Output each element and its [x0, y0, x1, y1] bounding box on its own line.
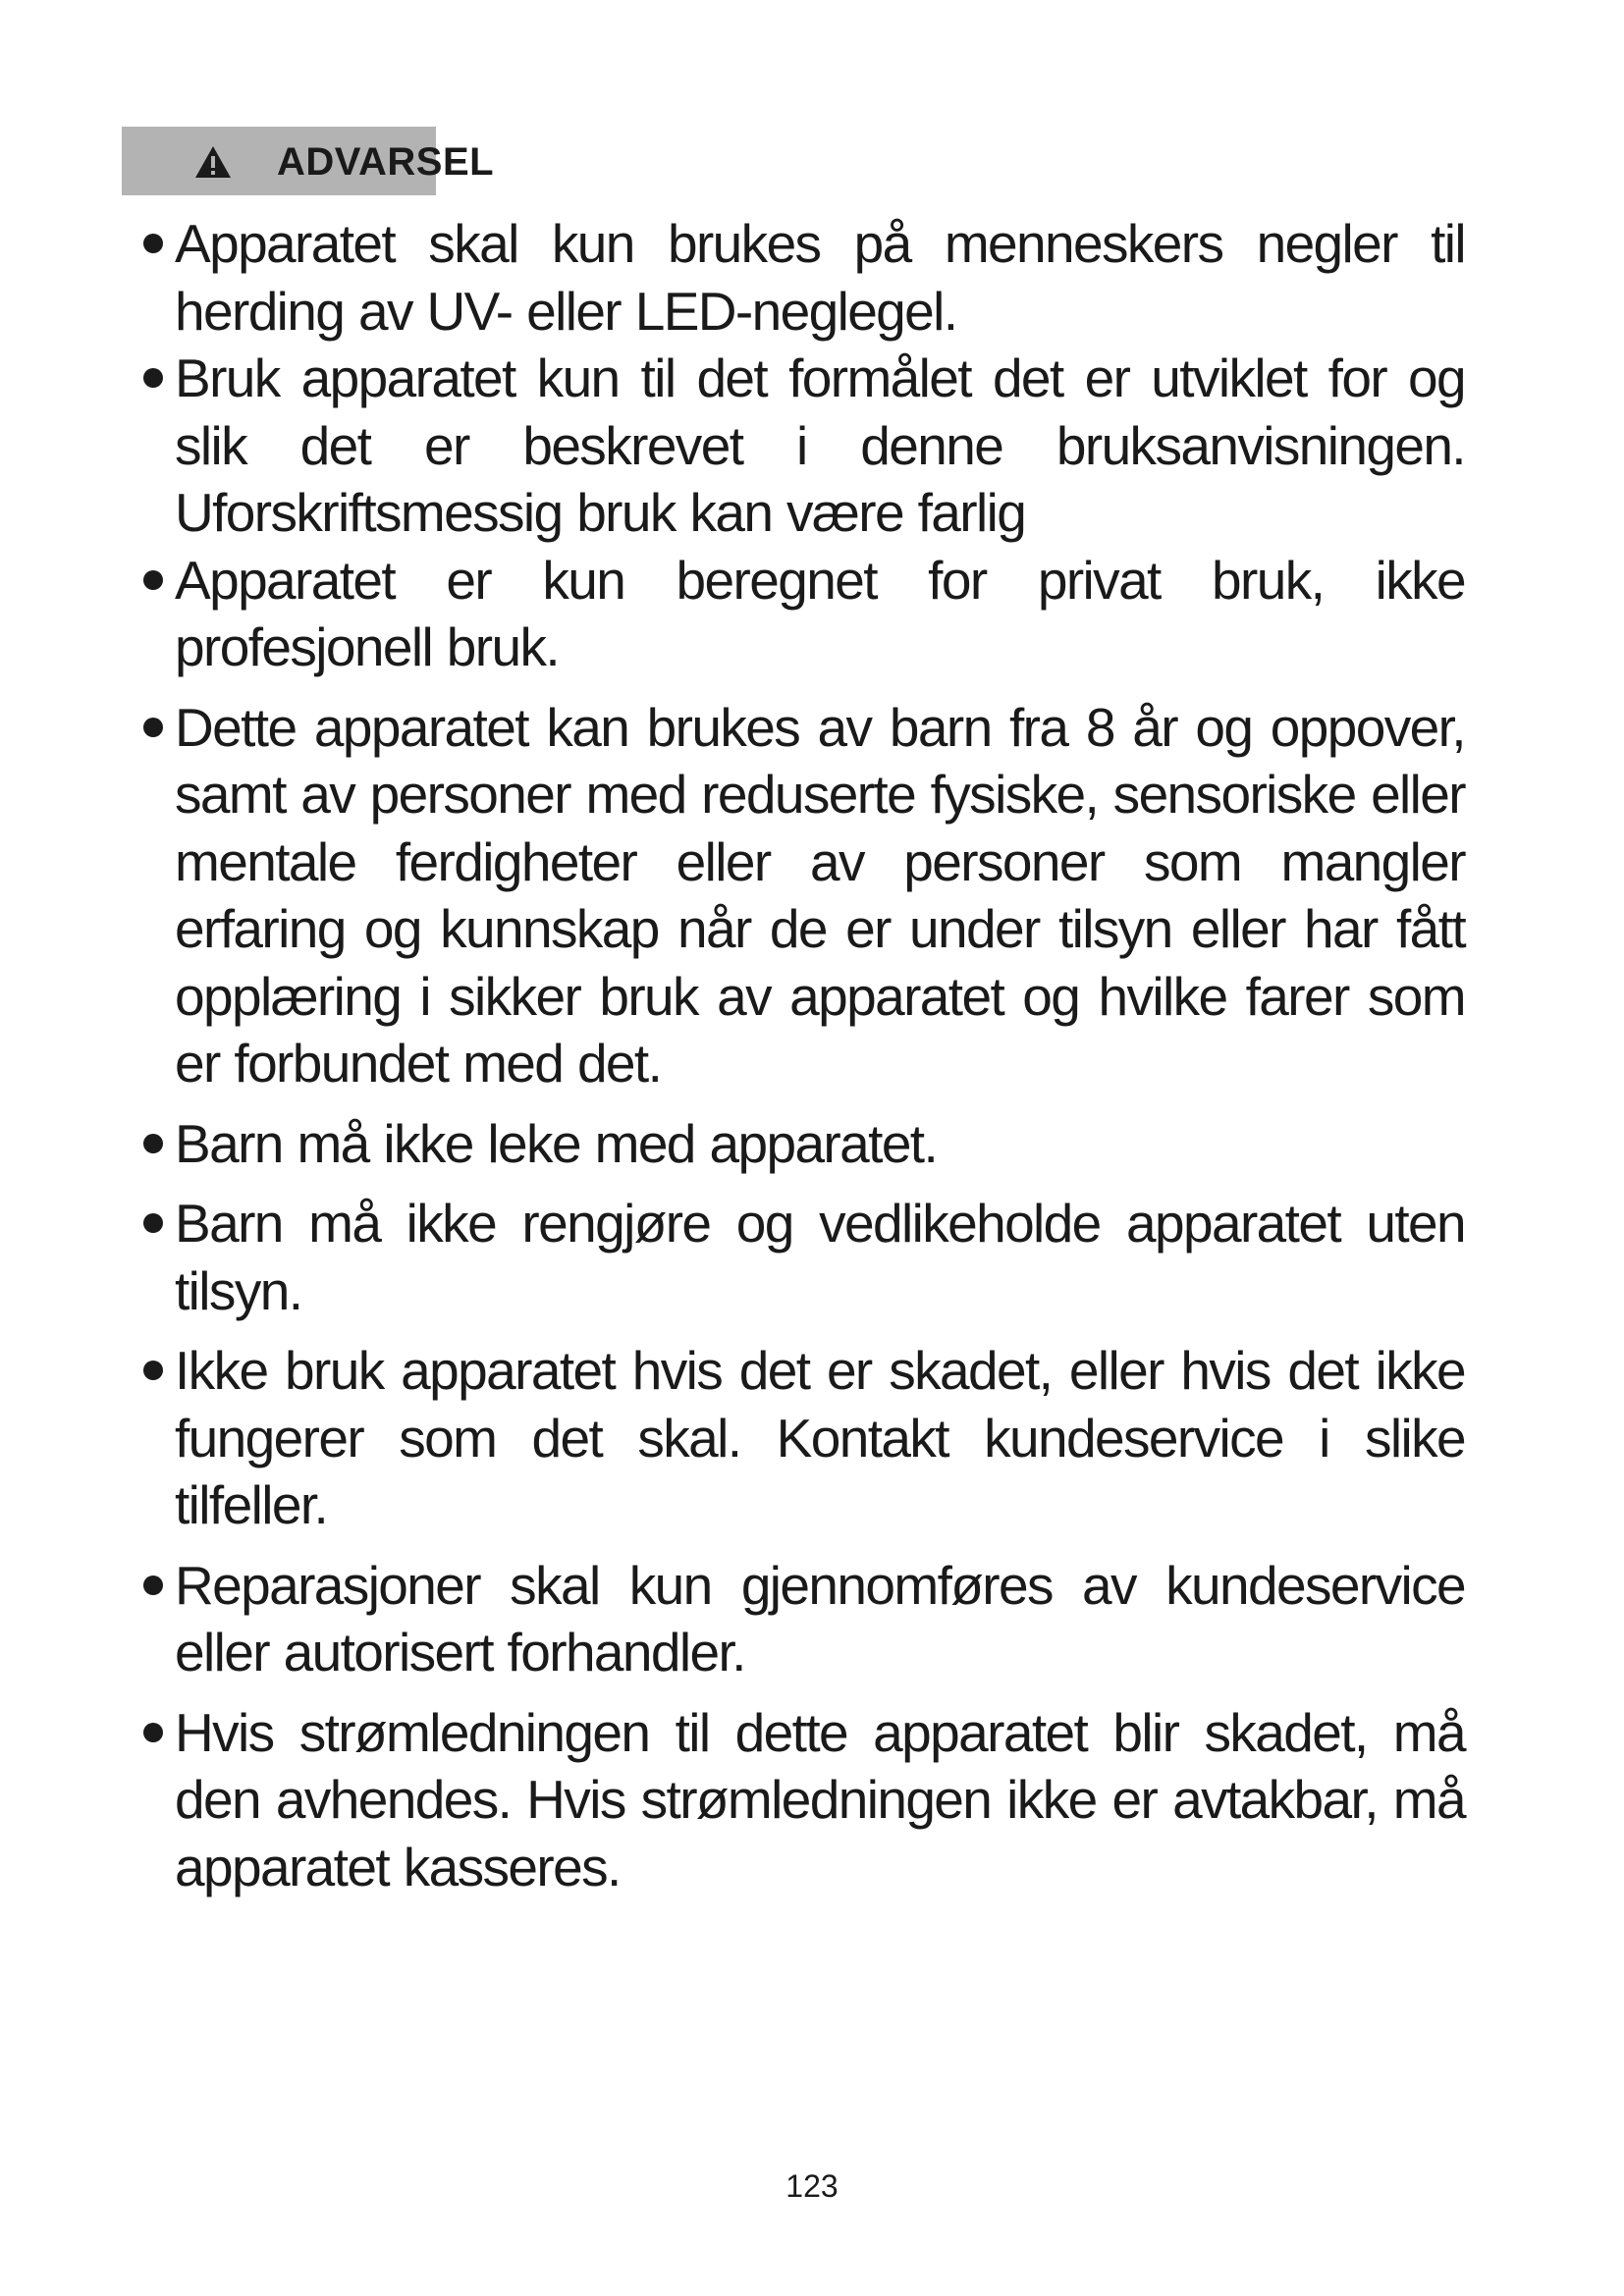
- list-item-text: Hvis strømledningen til dette apparatet blir skadet, må den avhendes. Hvis strømledningen ikke er avtakbar, må apparatet kasseres.: [175, 1701, 1465, 1897]
- list-item-text: Reparasjoner skal kun gjennomføres av kundeservice eller autorisert forhandler.: [175, 1554, 1465, 1682]
- bullet-icon: [143, 718, 163, 737]
- list-item: [143, 345, 1465, 547]
- list-item-text: Ikke bruk apparatet hvis det er skadet, eller hvis det ikke fungerer som det skal. Kontakt kundeservice i slike tilfeller.: [175, 1340, 1465, 1535]
- list-item: [143, 1552, 1465, 1686]
- bullet-icon: [143, 1213, 163, 1233]
- bullet-icon: [143, 234, 163, 253]
- list-item-text: Dette apparatet kan brukes av barn fra 8 år og oppover, samt av personer med reduserte fysiske, sensoriske eller mentale ferdigheter eller av personer som mangler erfaring og kunnskap når de er under tilsyn eller har fått opplæring i sikker bruk av apparatet og hvilke farer som er forbundet med det.: [175, 696, 1465, 1094]
- page-number: 123: [785, 2168, 839, 2204]
- warning-title: ADVARSEL: [277, 139, 495, 184]
- warning-header: [194, 135, 494, 188]
- bullet-icon: [143, 1361, 163, 1380]
- warning-list: [143, 210, 1465, 1900]
- list-item-text: Apparatet skal kun brukes på menneskers negler til herding av UV- eller LED-neglegel.: [175, 213, 1465, 342]
- list-item: [143, 1337, 1465, 1539]
- list-item: [143, 547, 1465, 681]
- list-item: [143, 1190, 1465, 1324]
- bullet-icon: [143, 1723, 163, 1742]
- list-item-text: Barn må ikke leke med apparatet.: [175, 1112, 938, 1174]
- bullet-icon: [143, 1134, 163, 1153]
- list-item-text: Apparatet er kun beregnet for privat bruk, ikke profesjonell bruk.: [175, 549, 1465, 677]
- list-item-text: Bruk apparatet kun til det formålet det er utviklet for og slik det er beskrevet i denne bruksanvisningen. Uforskriftsmessig bruk kan være farlig: [175, 347, 1465, 543]
- bullet-icon: [143, 368, 163, 388]
- list-item: [143, 1110, 1465, 1178]
- list-item-text: Barn må ikke rengjøre og vedlikeholde apparatet uten tilsyn.: [175, 1193, 1465, 1321]
- warning-triangle-icon: [194, 145, 232, 179]
- list-item: [143, 694, 1465, 1097]
- list-item: [143, 1699, 1465, 1901]
- list-item: [143, 210, 1465, 345]
- bullet-icon: [143, 570, 163, 590]
- bullet-icon: [143, 1575, 163, 1595]
